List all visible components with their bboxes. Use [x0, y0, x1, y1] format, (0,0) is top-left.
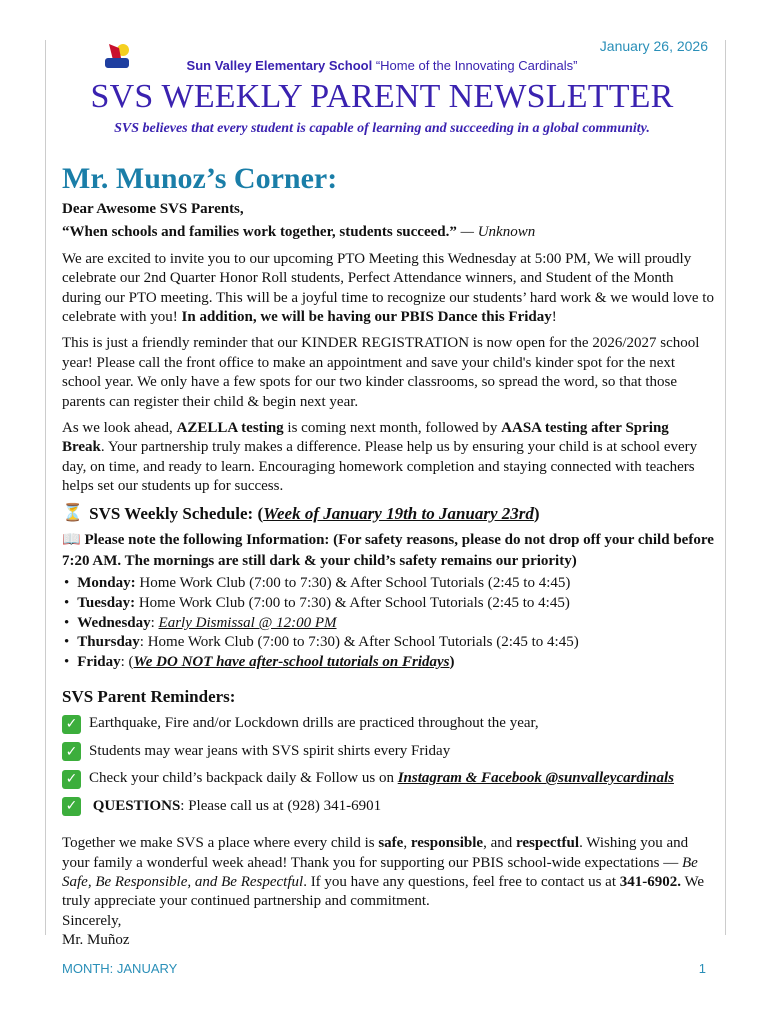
closing-paragraph: Together we make SVS a place where every child is safe, responsible, and respectful. Wishing you and your family a wonderful week ahead! Thank you for supporting our PBIS school-wide expectations — Be Safe, Be Responsible, and Be Respectful. If you have any questions, feel free to contact us at 341-6902. We truly appreciate your continued partnership and commitment. — [62, 835, 705, 910]
reminder-item: ✓ Check your child’s backpack daily & Follow us on Instagram & Facebook @sunvalleycardinals — [62, 769, 714, 788]
paragraph-testing: As we look ahead, AZELLA testing is coming next month, followed by AASA testing after Spring Break. Your partnership truly makes a difference. Please help us by ensuring your child is at school every day, on time, and ready to learn. Encouraging homework completion and staying connected with teachers helps set our students up for success. — [62, 420, 698, 495]
page-border-left — [45, 40, 46, 935]
schedule-note: 📖 Please note the following Information: (For safety reasons, please do not drop off your child before 7:20 AM. The mornings are still dark & your child’s safety remains our priority) — [62, 530, 714, 570]
checkmark-icon: ✓ — [62, 715, 81, 734]
reminders-heading: SVS Parent Reminders: — [62, 687, 236, 707]
paragraph-kinder: This is just a friendly reminder that our KINDER REGISTRATION is now open for the 2026/2027 school year! Please call the front office to make an appointment and save your child's kinder spot for the next school year. We only have a few spots for our two kinder classrooms, so spread the word, so that those parents can register their child & begin next year. — [62, 335, 700, 410]
school-motto: SVS believes that every student is capable of learning and succeeding in a global community. — [114, 121, 650, 136]
section-title: Mr. Munoz’s Corner: — [62, 162, 338, 195]
newsletter-date: January 26, 2026 — [599, 38, 708, 54]
reminder-item: ✓ Students may wear jeans with SVS spirit shirts every Friday — [62, 742, 714, 761]
book-icon: 📖 — [62, 530, 81, 549]
paragraph-pto: We are excited to invite you to our upcoming PTO Meeting this Wednesday at 5:00 PM, We will proudly celebrate our 2nd Quarter Honor Roll students, Perfect Attendance winners, and Student of the Month during our PTO meeting. This will be a joyful time to recognize our students’ hard work & we would love to celebrate with you! In addition, we will be having our PBIS Dance this Friday! — [62, 250, 714, 326]
checkmark-icon: ✓ — [62, 770, 81, 789]
signature: Mr. Muñoz — [62, 932, 130, 949]
schedule-item: • Tuesday: Home Work Club (7:00 to 7:30) & After School Tutorials (2:45 to 4:45) — [62, 594, 714, 614]
schedule-item: • Thursday: Home Work Club (7:00 to 7:30) & After School Tutorials (2:45 to 4:45) — [62, 633, 714, 653]
social-link[interactable]: Instagram & Facebook @sunvalleycardinals — [397, 770, 674, 787]
quote: “When schools and families work together, students succeed.” — Unknown — [62, 224, 536, 241]
page-border-right — [725, 40, 726, 935]
greeting: Dear Awesome SVS Parents, — [62, 201, 244, 217]
page-number: 1 — [698, 961, 706, 976]
reminder-item: ✓ QUESTIONS: Please call us at (928) 341-6901 — [62, 797, 714, 816]
sign-off: Sincerely, — [62, 912, 122, 929]
schedule-list — [62, 574, 714, 673]
newsletter-body — [62, 160, 714, 951]
school-line: Sun Valley Elementary School “Home of the Innovating Cardinals” — [186, 58, 578, 73]
checkmark-icon: ✓ — [62, 797, 81, 816]
checkmark-icon: ✓ — [62, 742, 81, 761]
footer-month: MONTH: JANUARY — [62, 961, 178, 976]
schedule-item: • Friday: (We DO NOT have after-school tutorials on Fridays) — [62, 653, 714, 673]
hourglass-icon: ⏳ — [62, 502, 84, 523]
reminder-item: ✓ Earthquake, Fire and/or Lockdown drills are practiced throughout the year, — [62, 714, 714, 733]
schedule-item: • Monday: Home Work Club (7:00 to 7:30) & After School Tutorials (2:45 to 4:45) — [62, 574, 714, 594]
newsletter-title: SVS WEEKLY PARENT NEWSLETTER — [90, 78, 674, 115]
schedule-heading: ⏳ SVS Weekly Schedule: (Week of January 19th to January 23rd) — [62, 502, 540, 523]
schedule-item: • Wednesday: Early Dismissal @ 12:00 PM — [62, 614, 714, 634]
